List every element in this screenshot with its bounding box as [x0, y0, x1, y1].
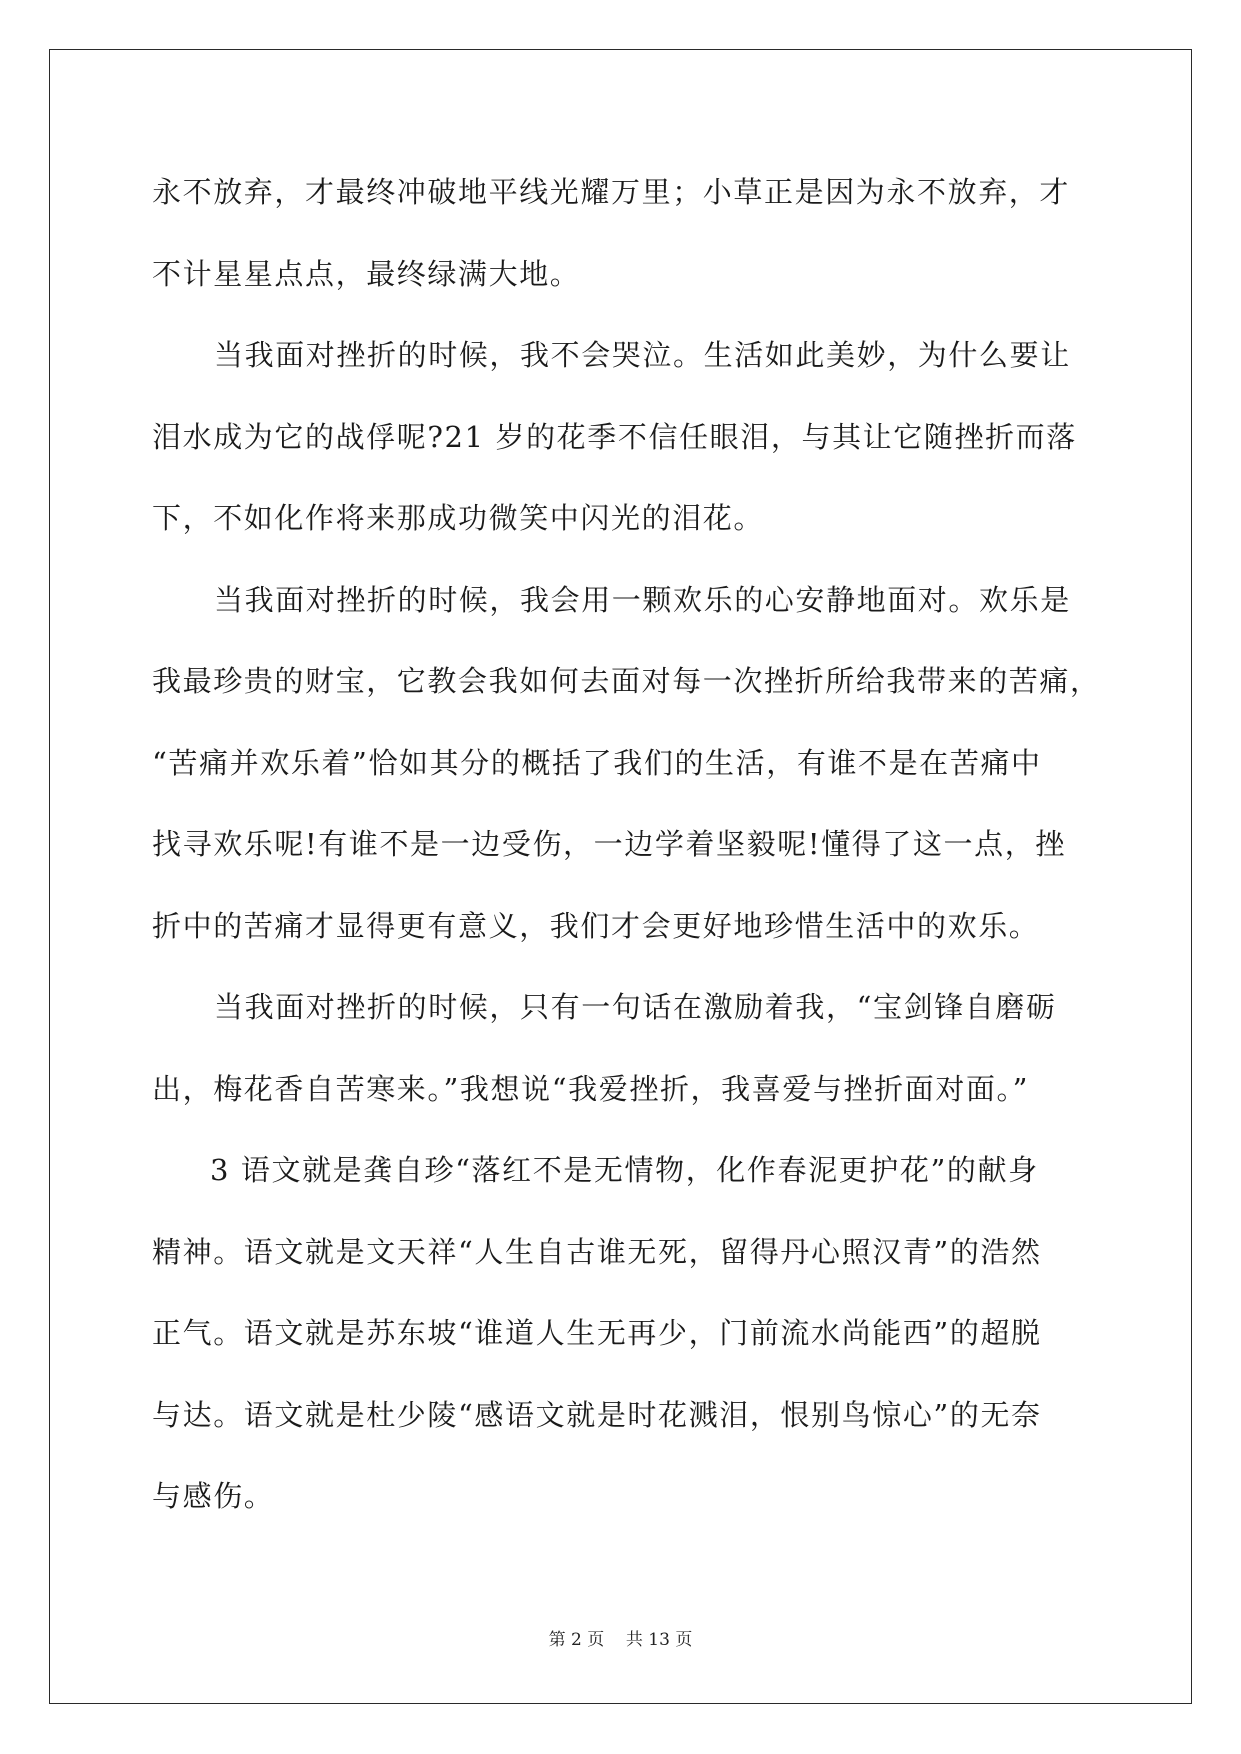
text-line: 折中的苦痛才显得更有意义，我们才会更好地珍惜生活中的欢乐。 — [152, 908, 1040, 943]
paragraph-first-line: 3 语文就是龚自珍“落红不是无情物，化作春泥更护花”的献身 — [210, 1153, 1039, 1187]
text-line: 下，不如化作将来那成功微笑中闪光的泪花。 — [152, 501, 765, 535]
page-number: 第 2 页 — [548, 1630, 605, 1650]
paragraph-first-line: 当我面对挫折的时候，我会用一颗欢乐的心安静地面对。欢乐是 — [214, 582, 1071, 617]
paragraph-first-line: 当我面对挫折的时候，只有一句话在激励着我，“宝剑锋自磨砺 — [214, 990, 1057, 1024]
text-line: 不计星星点点，最终绿满大地。 — [152, 256, 581, 291]
text-line: 精神。语文就是文天祥“人生自古谁无死，留得丹心照汉青”的浩然 — [152, 1234, 1042, 1269]
text-line: 我最珍贵的财宝，它教会我如何去面对每一次挫折所给我带来的苦痛， — [152, 664, 1101, 698]
text-line: 与感伤。 — [152, 1479, 275, 1513]
paragraph-first-line: 当我面对挫折的时候，我不会哭泣。生活如此美妙，为什么要让 — [214, 338, 1071, 372]
text-line: 泪水成为它的战俘呢?21 岁的花季不信任眼泪，与其让它随挫折而落 — [152, 419, 1077, 454]
text-line: 找寻欢乐呢!有谁不是一边受伤，一边学着坚毅呢!懂得了这一点，挫 — [152, 827, 1066, 861]
text-line: 正气。语文就是苏东坡“谁道人生无再少，门前流水尚能西”的超脱 — [152, 1316, 1042, 1350]
text-line: 出，梅花香自苦寒来。”我想说“我爱挫折，我喜爱与挫折面对面。” — [152, 1071, 1030, 1106]
text-line: 永不放弃，才最终冲破地平线光耀万里；小草正是因为永不放弃，才 — [152, 175, 1071, 209]
text-line: “苦痛并欢乐着”恰如其分的概括了我们的生活，有谁不是在苦痛中 — [152, 745, 1042, 780]
page-footer — [0, 1628, 1241, 1652]
document-body — [152, 164, 1101, 1550]
text-line: 与达。语文就是杜少陵“感语文就是时花溅泪，恨别鸟惊心”的无奈 — [152, 1397, 1042, 1432]
page-total: 共 13 页 — [625, 1630, 693, 1650]
